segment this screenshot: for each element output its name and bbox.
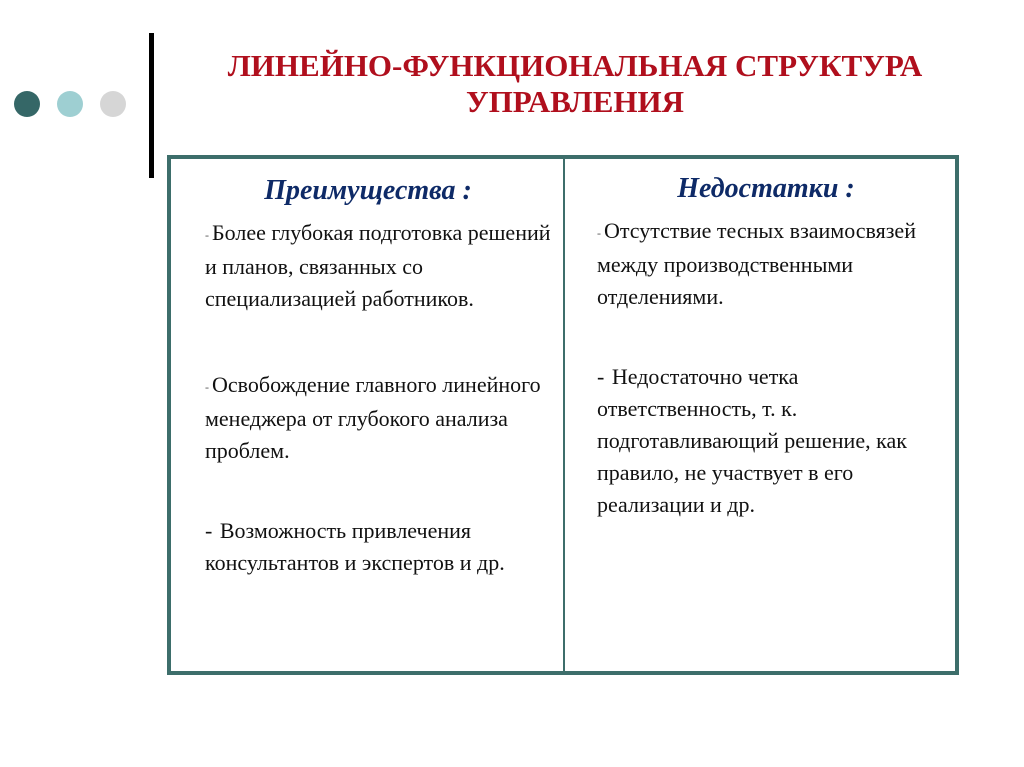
advantage-item-text: Более глубокая подготовка решений и планов, связанных со специализацией работников. [205,220,551,311]
advantages-column [171,159,565,671]
disadvantages-column [565,159,955,671]
dot-light-icon [57,91,83,117]
advantage-item [205,515,553,579]
advantage-item-text: Возможность привлечения консультантов и экспертов и др. [205,518,505,575]
bullet-dash: - [597,364,605,389]
disadvantage-item-text: Отсутствие тесных взаимосвязей между производственными отделениями. [597,218,916,309]
slide-title-line-1: ЛИНЕЙНО-ФУНКЦИОНАЛЬНАЯ СТРУКТУРА [227,48,923,83]
dot-dark-icon [14,91,40,117]
disadvantage-item [597,361,945,521]
comparison-table [167,155,959,675]
accent-vertical-bar [149,33,154,178]
disadvantages-heading: Недостатки : [677,173,855,204]
advantage-item [205,217,553,315]
bullet-dash: - [205,518,213,543]
advantages-heading: Преимущества : [264,175,472,206]
bullet-dash: - [597,226,601,240]
disadvantage-item [597,215,945,313]
slide-title-line-2: УПРАВЛЕНИЯ [465,84,685,119]
advantage-item-text: Освобождение главного линейного менеджера от глубокого анализа проблем. [205,372,541,463]
decorative-dots [14,91,126,117]
advantage-item [205,369,553,467]
disadvantage-item-text: Недостаточно четка ответственность, т. к. подготавливающий решение, как правило, не участвует в его реализации и др. [597,364,907,517]
dot-gray-icon [100,91,126,117]
slide-title [160,48,990,120]
bullet-dash: - [205,380,209,394]
bullet-dash: - [205,228,209,242]
